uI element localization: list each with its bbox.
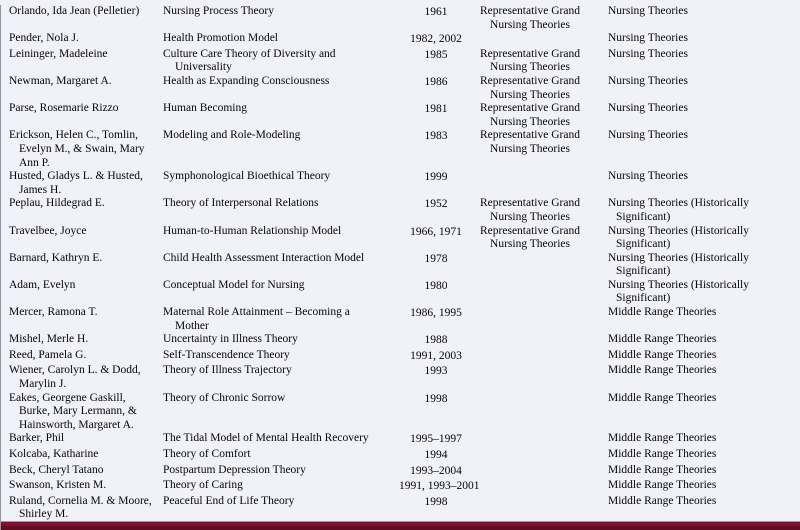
theory-name: Health as Expanding Consciousness bbox=[163, 74, 330, 87]
theory-category: Nursing Theories bbox=[608, 170, 688, 183]
theory-category: Nursing Theories (Historically Significant) bbox=[608, 224, 749, 251]
theorist-name: Pender, Nola J. bbox=[9, 32, 79, 45]
theory-name: Theory of Comfort bbox=[163, 448, 251, 460]
theory-classification: Representative Grand Nursing Theories bbox=[480, 224, 580, 251]
theory-name: Postpartum Depression Theory bbox=[163, 463, 306, 476]
theory-category: Nursing Theories bbox=[608, 74, 688, 87]
theory-classification bbox=[474, 333, 586, 349]
theory-category: Middle Range Theories bbox=[608, 391, 717, 404]
theory-classification bbox=[474, 279, 586, 306]
theory-category: Middle Range Theories bbox=[608, 364, 717, 377]
table-row bbox=[1, 225, 800, 252]
theory-category: Middle Range Theories bbox=[608, 306, 717, 319]
theory-name: Theory of Chronic Sorrow bbox=[163, 391, 286, 404]
theory-category: Middle Range Theories bbox=[608, 333, 717, 346]
theory-name: Uncertainty in Illness Theory bbox=[163, 333, 298, 346]
theory-classification: Representative Grand Nursing Theories bbox=[480, 129, 580, 155]
theorist-name: Husted, Gladys L. & Husted, James H. bbox=[9, 170, 143, 196]
theory-years: 1952 bbox=[424, 198, 448, 211]
theory-name: Maternal Role Attainment – Becoming a Mother bbox=[163, 306, 350, 332]
table-row bbox=[1, 448, 800, 464]
theory-classification bbox=[474, 479, 586, 495]
table-row bbox=[1, 48, 800, 75]
theorist-name: Wiener, Carolyn L. & Dodd, Marylin J. bbox=[9, 364, 141, 391]
theory-years: 1986 bbox=[424, 75, 448, 88]
theory-years: 1980 bbox=[424, 279, 448, 292]
theory-years: 1991, 2003 bbox=[410, 349, 462, 362]
theory-name: Peaceful End of Life Theory bbox=[163, 494, 295, 507]
table-row bbox=[1, 464, 800, 480]
theorist-name: Barnard, Kathryn E. bbox=[9, 251, 103, 264]
theory-years: 1995–1997 bbox=[410, 433, 462, 446]
theorist-name: Swanson, Kristen M. bbox=[9, 479, 107, 492]
table-row bbox=[1, 5, 800, 32]
table-row bbox=[1, 432, 800, 448]
theorist-name: Eakes, Georgene Gaskill, Burke, Mary Lermann, & Hainsworth, Margaret A. bbox=[9, 391, 137, 431]
table-row bbox=[1, 252, 800, 279]
theory-years: 1999 bbox=[424, 171, 448, 184]
theory-name: The Tidal Model of Mental Health Recovery bbox=[163, 432, 369, 445]
theorist-name: Barker, Phil bbox=[9, 432, 65, 445]
theory-category: Nursing Theories bbox=[608, 129, 688, 142]
theory-name: Theory of Interpersonal Relations bbox=[163, 197, 319, 210]
table-row bbox=[1, 32, 800, 48]
theorist-name: Peplau, Hildegrad E. bbox=[9, 197, 105, 210]
theory-years: 1994 bbox=[424, 449, 448, 461]
theory-category: Nursing Theories bbox=[608, 32, 688, 45]
theorist-name: Mercer, Ramona T. bbox=[9, 306, 98, 319]
table-row bbox=[1, 306, 800, 333]
bottom-divider-bar bbox=[1, 521, 800, 530]
theory-name: Symphonological Bioethical Theory bbox=[163, 170, 331, 183]
theory-years: 1998 bbox=[424, 392, 448, 405]
theorist-name: Orlando, Ida Jean (Pelletier) bbox=[9, 5, 140, 17]
table-row bbox=[1, 197, 800, 224]
theory-category: Middle Range Theories bbox=[608, 479, 717, 492]
theorist-name: Reed, Pamela G. bbox=[9, 348, 87, 361]
theory-classification bbox=[474, 432, 586, 448]
table-row bbox=[1, 129, 800, 170]
theory-category: Middle Range Theories bbox=[608, 448, 717, 460]
theory-years: 1991, 1993–2001 bbox=[399, 480, 480, 493]
theory-name: Human-to-Human Relationship Model bbox=[163, 224, 342, 237]
theory-years: 1998 bbox=[424, 495, 448, 508]
theorist-name: Adam, Evelyn bbox=[9, 278, 76, 291]
theory-name: Child Health Assessment Interaction Model bbox=[163, 251, 365, 264]
table-row bbox=[1, 170, 800, 197]
theorist-name: Parse, Rosemarie Rizzo bbox=[9, 102, 119, 115]
theory-classification: Representative Grand Nursing Theories bbox=[480, 102, 580, 128]
theory-category: Nursing Theories (Historically Significant) bbox=[608, 251, 749, 278]
nursing-theories-table bbox=[1, 5, 800, 522]
theorist-name: Travelbee, Joyce bbox=[9, 224, 87, 237]
theory-years: 1982, 2002 bbox=[410, 33, 462, 46]
table-row bbox=[1, 102, 800, 129]
theory-name: Theory of Illness Trajectory bbox=[163, 364, 292, 377]
theory-classification bbox=[474, 392, 586, 433]
theorist-name: Mishel, Merle H. bbox=[9, 333, 89, 346]
theory-category: Nursing Theories bbox=[608, 5, 688, 17]
theory-classification: Representative Grand Nursing Theories bbox=[480, 47, 580, 74]
theory-category: Nursing Theories (Historically Significant) bbox=[608, 197, 749, 223]
theory-years: 1985 bbox=[424, 48, 448, 61]
theorist-name: Newman, Margaret A. bbox=[9, 74, 112, 87]
theory-years: 1993–2004 bbox=[410, 464, 462, 477]
theorist-name: Erickson, Helen C., Tomlin, Evelyn M., & Swain, Mary Ann P. bbox=[9, 129, 145, 169]
table-row bbox=[1, 279, 800, 306]
theory-classification: Representative Grand Nursing Theories bbox=[480, 5, 580, 31]
theory-name: Nursing Process Theory bbox=[163, 5, 274, 17]
table-row bbox=[1, 349, 800, 365]
theory-name: Culture Care Theory of Diversity and Universality bbox=[163, 47, 336, 74]
theory-name: Theory of Caring bbox=[163, 479, 243, 492]
theory-years: 1983 bbox=[424, 130, 448, 143]
theory-classification bbox=[474, 32, 586, 48]
table-row bbox=[1, 75, 800, 102]
theory-classification bbox=[474, 252, 586, 279]
theory-name: Modeling and Role-Modeling bbox=[163, 129, 301, 142]
theory-years: 1961 bbox=[424, 6, 448, 18]
theorist-name: Leininger, Madeleine bbox=[9, 47, 108, 60]
theory-classification bbox=[474, 364, 586, 391]
theory-category: Middle Range Theories bbox=[608, 432, 717, 445]
theory-classification bbox=[474, 349, 586, 365]
table-row bbox=[1, 333, 800, 349]
table-row bbox=[1, 392, 800, 433]
table-row bbox=[1, 479, 800, 495]
theory-years: 1988 bbox=[424, 334, 448, 347]
theory-name: Health Promotion Model bbox=[163, 32, 278, 45]
theory-category: Middle Range Theories bbox=[608, 463, 717, 476]
theory-category: Nursing Theories bbox=[608, 102, 688, 115]
theory-years: 1978 bbox=[424, 252, 448, 265]
theory-years: 1966, 1971 bbox=[410, 225, 462, 238]
theory-years: 1993 bbox=[424, 365, 448, 378]
theory-years: 1981 bbox=[424, 103, 448, 116]
document-page bbox=[0, 5, 800, 530]
theory-category: Middle Range Theories bbox=[608, 348, 717, 361]
theorist-name: Beck, Cheryl Tatano bbox=[9, 463, 104, 476]
theory-category: Middle Range Theories bbox=[608, 494, 717, 507]
theory-classification bbox=[474, 448, 586, 464]
theory-classification bbox=[474, 495, 586, 522]
theory-classification bbox=[474, 306, 586, 333]
theory-years: 1986, 1995 bbox=[410, 307, 462, 320]
theory-classification bbox=[474, 170, 586, 197]
theory-name: Self-Transcendence Theory bbox=[163, 348, 290, 361]
theory-classification: Representative Grand Nursing Theories bbox=[480, 74, 580, 101]
table-row bbox=[1, 495, 800, 522]
table-row bbox=[1, 364, 800, 391]
theory-name: Conceptual Model for Nursing bbox=[163, 278, 305, 291]
theory-category: Nursing Theories (Historically Significant) bbox=[608, 278, 749, 305]
theory-classification bbox=[474, 464, 586, 480]
theory-classification: Representative Grand Nursing Theories bbox=[480, 197, 580, 223]
theorist-name: Kolcaba, Katharine bbox=[9, 448, 99, 460]
theory-category: Nursing Theories bbox=[608, 47, 688, 60]
theorist-name: Ruland, Cornelia M. & Moore, Shirley M. bbox=[9, 494, 152, 521]
theory-name: Human Becoming bbox=[163, 102, 247, 115]
